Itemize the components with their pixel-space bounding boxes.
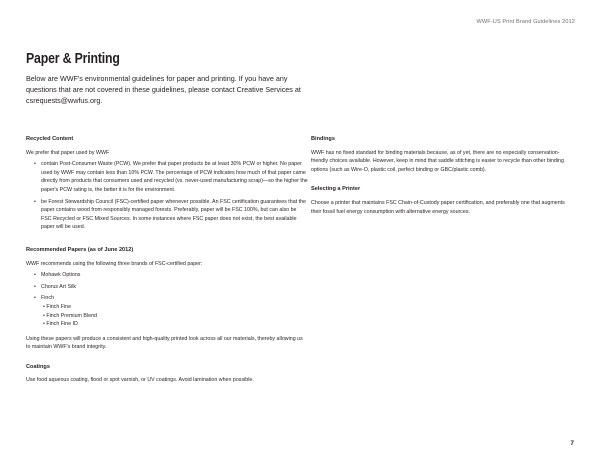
list-item: • Finch Fine ID	[43, 320, 308, 329]
list-item: • be Forest Stewardship Council (FSC)-certified paper whenever possible. An FSC certification guarantees that the paper contains wood from responsibly managed forests. Preferably, paper will be FSC 100%, but can also be FSC Recycled or FSC Mixed Sources. In some instances where FSC paper does not exist, the best available paper will be used.	[41, 198, 308, 232]
recommended-papers-lead: WWF recommends using the following three brands of FSC-certified paper:	[26, 260, 203, 267]
recycled-content-section	[26, 135, 308, 232]
recycled-content-lead: We prefer that paper used by WWF	[26, 149, 110, 156]
list-item	[41, 294, 308, 328]
list-item: • Chorus Art Silk	[41, 283, 308, 292]
recommended-papers-closing: Using these papers will produce a consistent and high-quality printed look across all our materials, thereby allowing us to maintain WWF's brand integrity.	[26, 335, 303, 351]
finch-variant-list	[41, 303, 308, 329]
selecting-printer-body: Choose a printer that maintains FSC Chain-of-Custody paper certification, and preferably one that augments their fossil fuel energy consumption with alternative energy sources.	[311, 199, 565, 215]
recommended-papers-section	[26, 246, 308, 352]
bindings-body: WWF has no fixed standard for binding materials because, as of yet, there are no especially conservation-friendly choices available. However, keep in mind that saddle stitching is easier to recycle than other binding options (such as Wire-O, plastic coil, perfect binding or GBC/plastic comb).	[311, 149, 564, 173]
recommended-papers-heading: Recommended Papers (as of June 2012)	[26, 246, 134, 253]
coatings-body: Use food aqueous coating, flood or spot varnish, or UV coatings. Avoid lamination when possible.	[26, 377, 254, 384]
selecting-printer-heading: Selecting a Printer	[311, 186, 361, 193]
running-header: WWF-US Print Brand Guidelines 2012	[476, 19, 575, 25]
selecting-printer-section	[311, 185, 573, 216]
right-column	[311, 135, 573, 216]
left-column	[26, 135, 308, 385]
page-number: 7	[570, 440, 574, 447]
coatings-heading: Coatings	[26, 363, 50, 370]
finch-label: Finch	[41, 295, 54, 302]
bindings-section	[311, 135, 573, 174]
paper-brand-list	[26, 271, 308, 329]
list-item: • Mohawk Options	[41, 271, 308, 280]
coatings-section	[26, 363, 308, 385]
list-item: • Finch Premium Blend	[43, 312, 308, 321]
list-item: • Finch Fine	[43, 303, 308, 312]
recycled-content-list	[26, 160, 308, 232]
page-title: Paper & Printing	[26, 50, 120, 67]
intro-paragraph: Below are WWF's environmental guidelines for paper and printing. If you have any questions that are not covered in these guidelines, please contact Creative Services at csrequests@wwfus.org.	[26, 74, 301, 105]
recycled-content-heading: Recycled Content	[26, 136, 74, 142]
bindings-heading: Bindings	[311, 136, 335, 142]
list-item: • contain Post-Consumer Waste (PCW). We prefer that paper products be at least 30% PCW or higher. No paper used by WWF may contain less than 10% PCW. The percentage of PCW indicates how much of that paper came directly from products that consumers used and recycled (vs. never-used manufacturing scrap)—so the higher the paper's PCW rating is, the better it is for the environment.	[41, 160, 308, 194]
